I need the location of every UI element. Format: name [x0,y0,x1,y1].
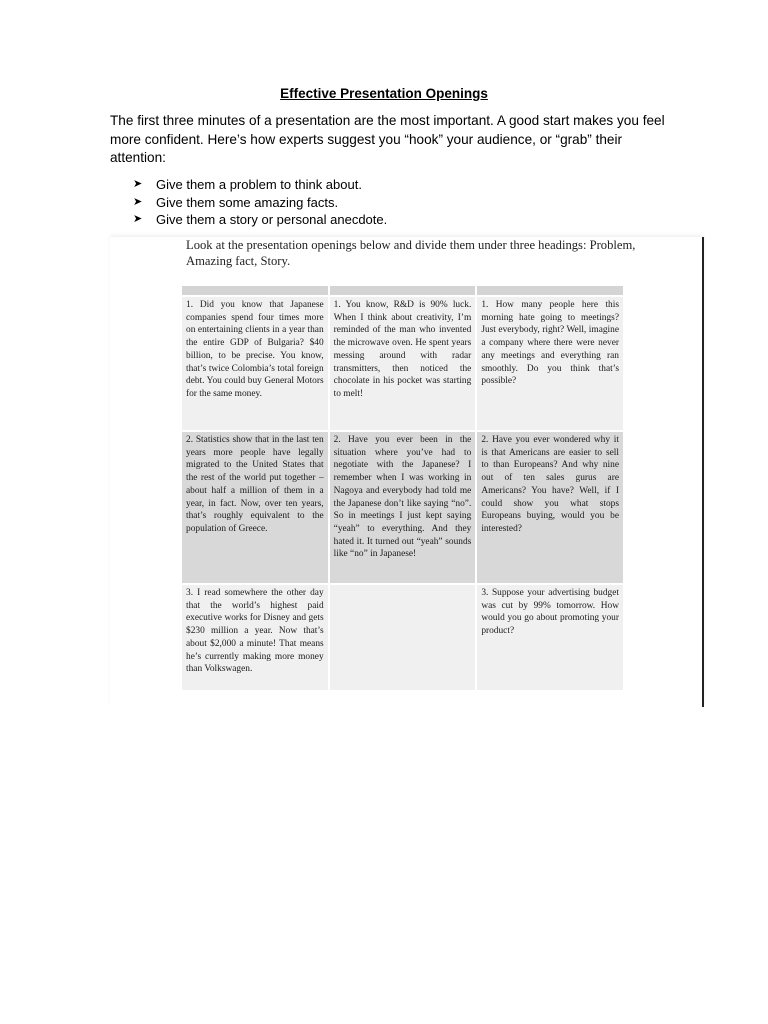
document-title: Effective Presentation Openings [280,86,488,101]
list-item-text: Give them a story or personal anecdote. [156,212,388,227]
list-item [133,194,387,212]
arrowhead-bullet-icon: ➤ [133,213,143,225]
table-row [182,585,623,690]
list-item [133,211,387,229]
intro-paragraph: The first three minutes of a presentation are the most important. A good start makes you feel more confident. Here’s how experts suggest you “hook” your audience, or “grab” their attention: [110,113,665,165]
list-item [133,176,387,194]
table-row [182,432,623,583]
table-cell: 2. Have you ever wondered why it is that Americans are easier to sell to than Europeans? And why nine out of ten sales gurus are Americans? You have? Well, if I could show you what stops Europeans buying, would you be interested? [477,432,623,583]
table-header-cell [330,286,476,295]
list-item-text: Give them some amazing facts. [156,194,339,210]
table-header-cell [182,286,328,295]
table-cell: 2. Statistics show that in the last ten years more people have legally migrated to the United States that the rest of the world put together – about half a million of them in a year, in fact. Now, over ten years, that’s roughly equivalent to the population of Greece. [182,432,328,583]
exercise-instruction: Look at the presentation openings below and divide them under three headings: Problem, Amazing fact, Story. [186,238,636,268]
list-item-text: Give them a problem to think about. [156,177,362,192]
table-cell: 3. I read somewhere the other day that the world’s highest paid executive works for Disney and gets $230 million a year. Now that’s about $2,000 a minute! That means he’s currently making more money than Volkswagen. [182,585,328,690]
table-cell: 1. How many people here this morning hate going to meetings? Just everybody, right? Well, imagine a company where there were never any meetings and everything ran smoothly. Do you think that’s possible? [477,297,623,430]
table-row [182,297,623,430]
tips-list [133,176,387,229]
table-cell: 1. Did you know that Japanese companies spend four times more on entertaining clients in a year than the entire GDP of Bulgaria? $40 billion, to be precise. You know, that’s twice Colombia’s total foreign debt. You could buy General Motors for the same money. [182,297,328,430]
table-cell: 2. Have you ever been in the situation where you’ve had to negotiate with the Japanese? I remember when I was working in Nagoya and everybody had told me the Japanese don’t like saying “no”. So in meetings I just kept saying “yeah” to everything. And they hated it. It turned out “yeah” sounds like “no” in Japanese! [330,432,476,583]
empty-table-cell [330,585,476,690]
arrowhead-bullet-icon: ➤ [133,178,143,190]
table-cell: 1. You know, R&D is 90% luck. When I think about creativity, I’m reminded of the man who invented the microwave oven. He spent years messing around with radar transmitters, then noticed the chocolate in his pocket was starting to melt! [330,297,476,430]
table-cell: 3. Suppose your advertising budget was cut by 99% tomorrow. How would you go about promoting your product? [477,585,623,690]
openings-table [180,284,625,692]
scan-edge-line [702,237,704,707]
table-header-row [182,286,623,295]
arrowhead-bullet-icon: ➤ [133,195,143,208]
table-header-cell [477,286,623,295]
